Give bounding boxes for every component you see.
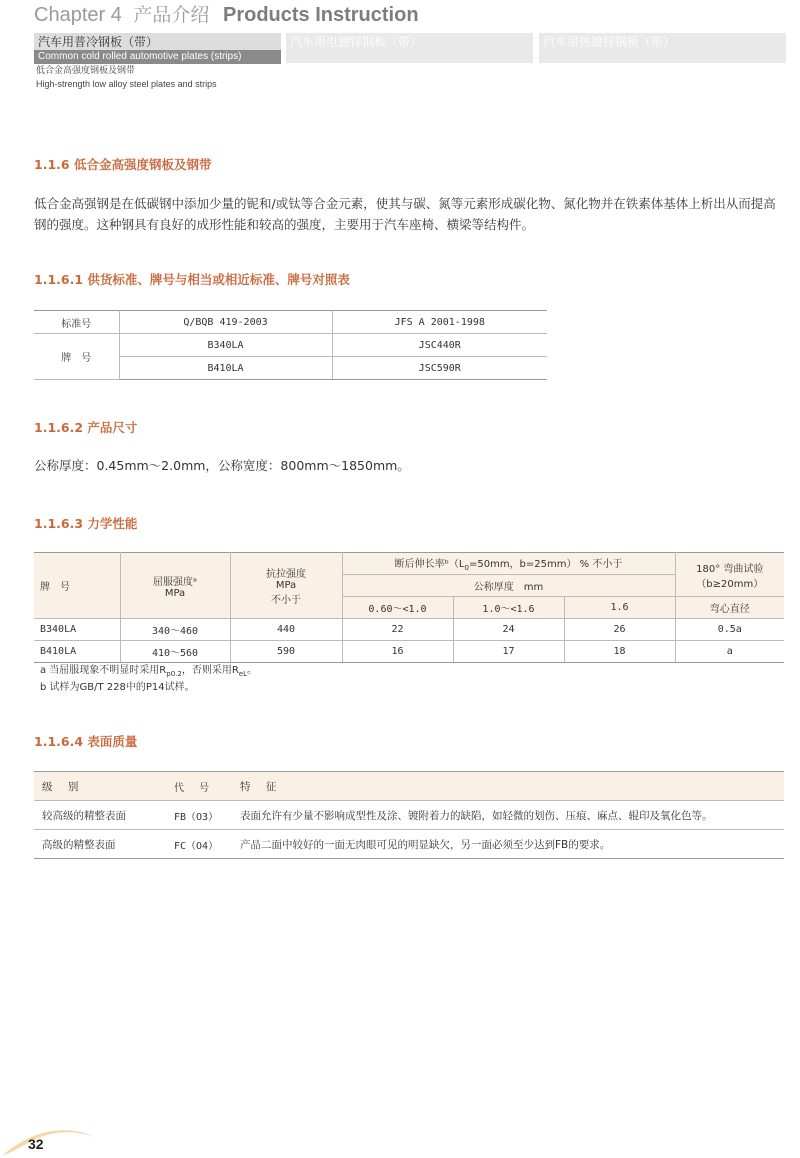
section-heading: 1.1.6 低合金高强度钢板及钢带 <box>34 157 212 172</box>
cell-bend: a <box>675 641 784 663</box>
tab-cold-rolled-label-en: Common cold rolled automotive plates (strips) <box>34 50 281 64</box>
chapter-title <box>34 2 419 28</box>
tab-electro-galvanized-label: 汽车用电镀锌钢板（带） <box>290 35 423 49</box>
chapter-title-zh: 产品介绍 <box>133 4 210 26</box>
note-a <box>40 664 257 681</box>
tab-hot-dip-galvanized-label: 汽车用热镀锌钢板（带） <box>543 35 676 49</box>
cell-elong-2: 24 <box>453 619 564 641</box>
mechanical-table <box>34 552 784 663</box>
grade-b: JSC590R <box>332 357 547 380</box>
surface-heading: 1.1.6.4 表面质量 <box>34 734 138 749</box>
header-nominal-thickness: 公称厚度 mm <box>342 575 675 597</box>
header-tensile <box>230 553 342 619</box>
header-bend-width: （b≥20mm） <box>696 578 764 590</box>
tab-electro-galvanized[interactable] <box>286 33 533 63</box>
chapter-title-en: Products Instruction <box>222 4 419 26</box>
subtitle-en: High-strength low alloy steel plates and strips <box>36 79 217 89</box>
header-elongation-b: =50mm，b=25mm） % 不小于 <box>468 559 623 570</box>
table-header-row <box>34 553 784 575</box>
surface-table <box>34 771 784 859</box>
header-mandrel: 弯心直径 <box>675 597 784 619</box>
page-swoosh-decoration <box>0 1100 110 1158</box>
note-a-text-1: a 当屈服现象不明显时采用R <box>40 665 167 676</box>
table-row <box>34 801 784 830</box>
chapter-number: Chapter 4 <box>34 4 122 26</box>
cell-grade: B410LA <box>34 641 120 663</box>
table-row <box>34 830 784 859</box>
cell-elong-3: 18 <box>564 641 675 663</box>
table-row <box>34 334 547 357</box>
header-thickness-3: 1.6 <box>564 597 675 619</box>
tab-cold-rolled-label: 汽车用普冷钢板（带） <box>38 35 159 49</box>
page-number: 32 <box>28 1136 44 1152</box>
cell-elong-3: 26 <box>564 619 675 641</box>
header-bend <box>675 553 784 597</box>
size-text: 公称厚度：0.45mm～2.0mm，公称宽度：800mm～1850mm。 <box>34 458 410 473</box>
cell-feature: 产品二面中较好的一面无肉眼可见的明显缺欠，另一面必须至少达到FB的要求。 <box>240 830 784 859</box>
grade-b: JSC440R <box>332 334 547 357</box>
header-thickness-1: 0.60～<1.0 <box>342 597 453 619</box>
size-heading: 1.1.6.2 产品尺寸 <box>34 420 138 435</box>
subtitle-zh: 低合金高强度钢板及钢带 <box>36 66 136 76</box>
header-yield <box>120 553 230 619</box>
grade-label: 牌 号 <box>34 334 119 380</box>
header-elongation-a: 断后伸长率ᵇ（L <box>394 559 465 570</box>
cell-level: 较高级的精整表面 <box>34 801 174 830</box>
header-elongation <box>342 553 675 575</box>
tab-cold-rolled[interactable] <box>34 33 281 63</box>
standard-b: JFS A 2001-1998 <box>332 311 547 334</box>
cell-code: FC（O4） <box>174 830 240 859</box>
grade-a: B410LA <box>119 357 332 380</box>
cell-level: 高级的精整表面 <box>34 830 174 859</box>
cell-elong-1: 16 <box>342 641 453 663</box>
standards-heading: 1.1.6.1 供货标准、牌号与相当或相近标准、牌号对照表 <box>34 272 350 287</box>
header-grade: 牌 号 <box>34 553 120 619</box>
cell-tensile: 590 <box>230 641 342 663</box>
note-a-sub-1: p0.2 <box>166 670 182 678</box>
section-intro: 低合金高强钢是在低碳钢中添加少量的铌和/或钛等合金元素，使其与碳、氮等元素形成碳化物、氮化物并在铁素体基体上析出从而提高钢的强度。这种钢具有良好的成形性能和较高的强度，主要用于汽车座椅、横梁等结构件。 <box>34 196 776 232</box>
grade-a: B340LA <box>119 334 332 357</box>
mechanical-heading: 1.1.6.3 力学性能 <box>34 516 138 531</box>
header-level: 级 别 <box>34 772 174 801</box>
header-yield-unit: MPa <box>164 587 186 599</box>
cell-bend: 0.5a <box>675 619 784 641</box>
table-notes <box>40 664 257 694</box>
table-row <box>34 641 784 663</box>
header-feature: 特 征 <box>240 772 784 801</box>
header-bend-label: 180° 弯曲试验 <box>696 563 764 575</box>
cell-elong-2: 17 <box>453 641 564 663</box>
note-b: b 试样为GB/T 228中的P14试样。 <box>40 682 195 693</box>
standard-a: Q/BQB 419-2003 <box>119 311 332 334</box>
header-tensile-label: 抗拉强度 <box>266 569 306 580</box>
cell-feature: 表面允许有少量不影响成型性及涂、镀附着力的缺陷，如轻微的划伤、压痕、麻点、辊印及氧化色等。 <box>240 801 784 830</box>
note-a-text-3: 。 <box>247 665 258 676</box>
header-yield-label: 屈服强度ᵃ <box>153 576 197 588</box>
table-header-row <box>34 772 784 801</box>
note-a-sub-2: eL <box>238 670 248 678</box>
cell-tensile: 440 <box>230 619 342 641</box>
table-row <box>34 619 784 641</box>
standard-label: 标准号 <box>34 311 119 334</box>
header-tensile-unit: MPa <box>275 580 297 591</box>
cell-code: FB（O3） <box>174 801 240 830</box>
cell-grade: B340LA <box>34 619 120 641</box>
standards-table <box>34 310 547 380</box>
cell-yield: 340～460 <box>120 619 230 641</box>
note-a-text-2: ，否则采用R <box>181 665 239 676</box>
header-tensile-min: 不小于 <box>271 595 301 606</box>
tab-hot-dip-galvanized[interactable] <box>539 33 786 63</box>
cell-elong-1: 22 <box>342 619 453 641</box>
table-row <box>34 311 547 334</box>
header-elongation-sub: 0 <box>464 564 469 572</box>
cell-yield: 410～560 <box>120 641 230 663</box>
header-thickness-2: 1.0～<1.6 <box>453 597 564 619</box>
header-code: 代 号 <box>174 772 240 801</box>
